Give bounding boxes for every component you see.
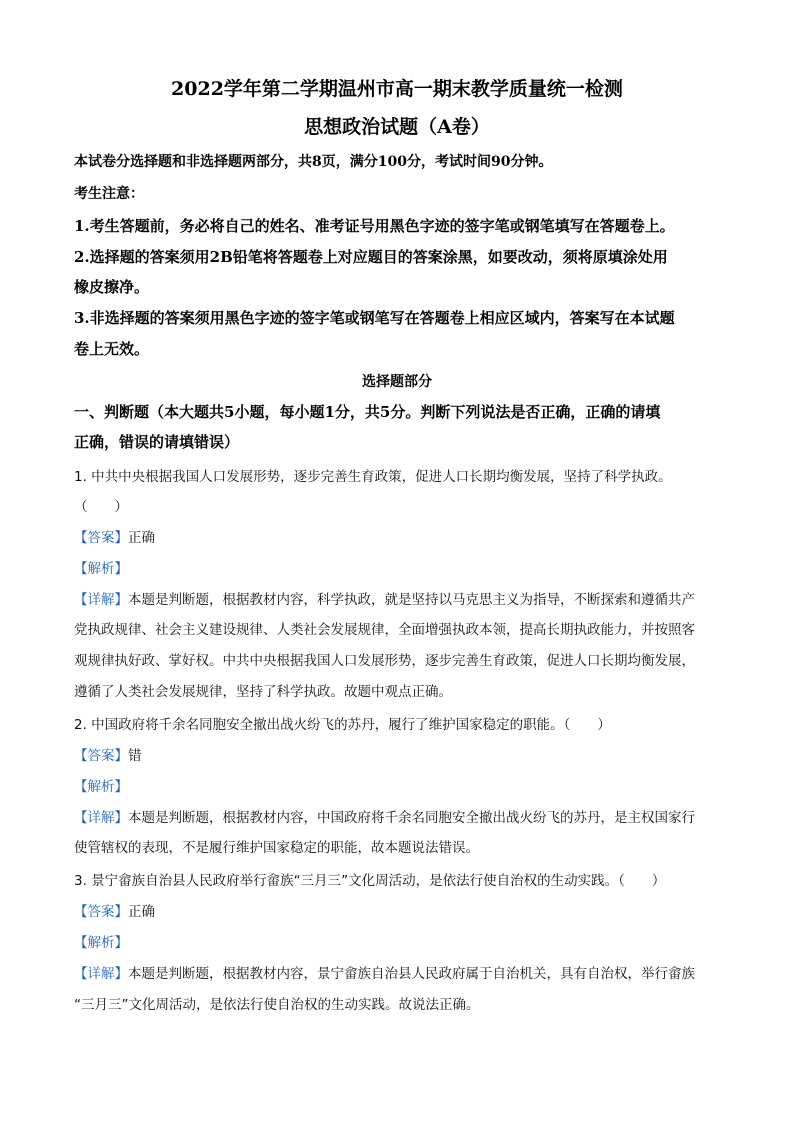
question-1-detail-line: 党执政规律、社会主义建设规律、人类社会发展规律，全面增强执政本领，提高长期执政能力，并按照客 <box>74 622 695 638</box>
section-title: 选择题部分 <box>362 374 432 390</box>
detail-text: 本题是判断题，根据教材内容，中国政府将千余名同胞安全撤出战火纷飞的苏丹，是主权国家行 <box>128 810 695 826</box>
question-1-analysis-tag: 【解析】 <box>74 561 128 577</box>
notice-item-3-cont: 卷上无效。 <box>74 340 150 358</box>
question-1-detail-line: 观规律执好政、掌好权。中共中央根据我国人口发展形势，逐步完善生育政策，促进人口长期均衡发展， <box>74 653 695 669</box>
notice-item-3: 3.非选择题的答案须用黑色字迹的签字笔或钢笔写在答题卷上相应区域内，答案写在本试题 <box>74 309 675 327</box>
question-2-text: 2. 中国政府将千余名同胞安全撤出战火纷飞的苏丹，履行了维护国家稳定的职能。（ ） <box>74 717 611 733</box>
question-1-detail-line <box>74 588 724 608</box>
question-1-bracket: （ ） <box>74 499 128 515</box>
detail-tag: 【详解】 <box>74 592 128 608</box>
notice-item-1: 1.考生答题前，务必将自己的姓名、准考证号用黑色字迹的签字笔或钢笔填写在答题卷上。 <box>74 217 675 235</box>
document-title: 2022学年第二学期温州市高一期末教学质量统一检测 <box>171 78 623 100</box>
detail-text: 本题是判断题，根据教材内容，科学执政，就是坚持以马克思主义为指导，不断探索和遵循共产 <box>128 592 695 608</box>
question-2-answer <box>74 744 724 764</box>
question-2-detail-line <box>74 806 724 826</box>
answer-tag: 【答案】 <box>74 530 128 546</box>
notice-item-2: 2.选择题的答案须用2B铅笔将答题卷上对应题目的答案涂黑，如要改动，须将原填涂处用 <box>74 248 668 266</box>
question-2-detail-line: 使管辖权的表现，不是履行维护国家稳定的职能，故本题说法错误。 <box>74 840 479 856</box>
question-3-detail-line: “三月三”文化周活动，是依法行使自治权的生动实践。故说法正确。 <box>74 997 480 1013</box>
notice-item-2-cont: 橡皮擦净。 <box>74 278 150 296</box>
question-3-answer <box>74 900 724 920</box>
answer-tag: 【答案】 <box>74 748 128 764</box>
notice-title: 考生注意： <box>74 186 144 202</box>
question-3-text: 3. 景宁畲族自治县人民政府举行畲族“三月三”文化周活动，是依法行使自治权的生动实践。（ ） <box>74 873 666 889</box>
section-heading-cont: 正确，错误的请填错误） <box>74 433 240 451</box>
detail-text: 本题是判断题，根据教材内容，景宁畲族自治县人民政府属于自治机关，具有自治权，举行畲族 <box>128 966 695 982</box>
section-heading: 一、判断题（本大题共5小题，每小题1分，共5分。判断下列说法是否正确，正确的请填 <box>74 403 661 421</box>
intro-line: 本试卷分选择题和非选择题两部分，共8页，满分100分，考试时间90分钟。 <box>74 154 553 170</box>
answer-value: 错 <box>128 748 142 764</box>
answer-value: 正确 <box>128 530 155 546</box>
question-3-analysis-tag: 【解析】 <box>74 935 128 951</box>
detail-tag: 【详解】 <box>74 810 128 826</box>
question-3-detail-line <box>74 962 724 982</box>
question-1-answer <box>74 526 724 546</box>
question-1-text: 1. 中共中央根据我国人口发展形势，逐步完善生育政策，促进人口长期均衡发展，坚持了科学执政。 <box>74 469 672 485</box>
answer-tag: 【答案】 <box>74 904 128 920</box>
question-2-analysis-tag: 【解析】 <box>74 779 128 795</box>
detail-tag: 【详解】 <box>74 966 128 982</box>
question-1-detail-line: 遵循了人类社会发展规律，坚持了科学执政。故题中观点正确。 <box>74 684 452 700</box>
answer-value: 正确 <box>128 904 155 920</box>
document-subtitle: 思想政治试题（A卷） <box>304 116 490 138</box>
